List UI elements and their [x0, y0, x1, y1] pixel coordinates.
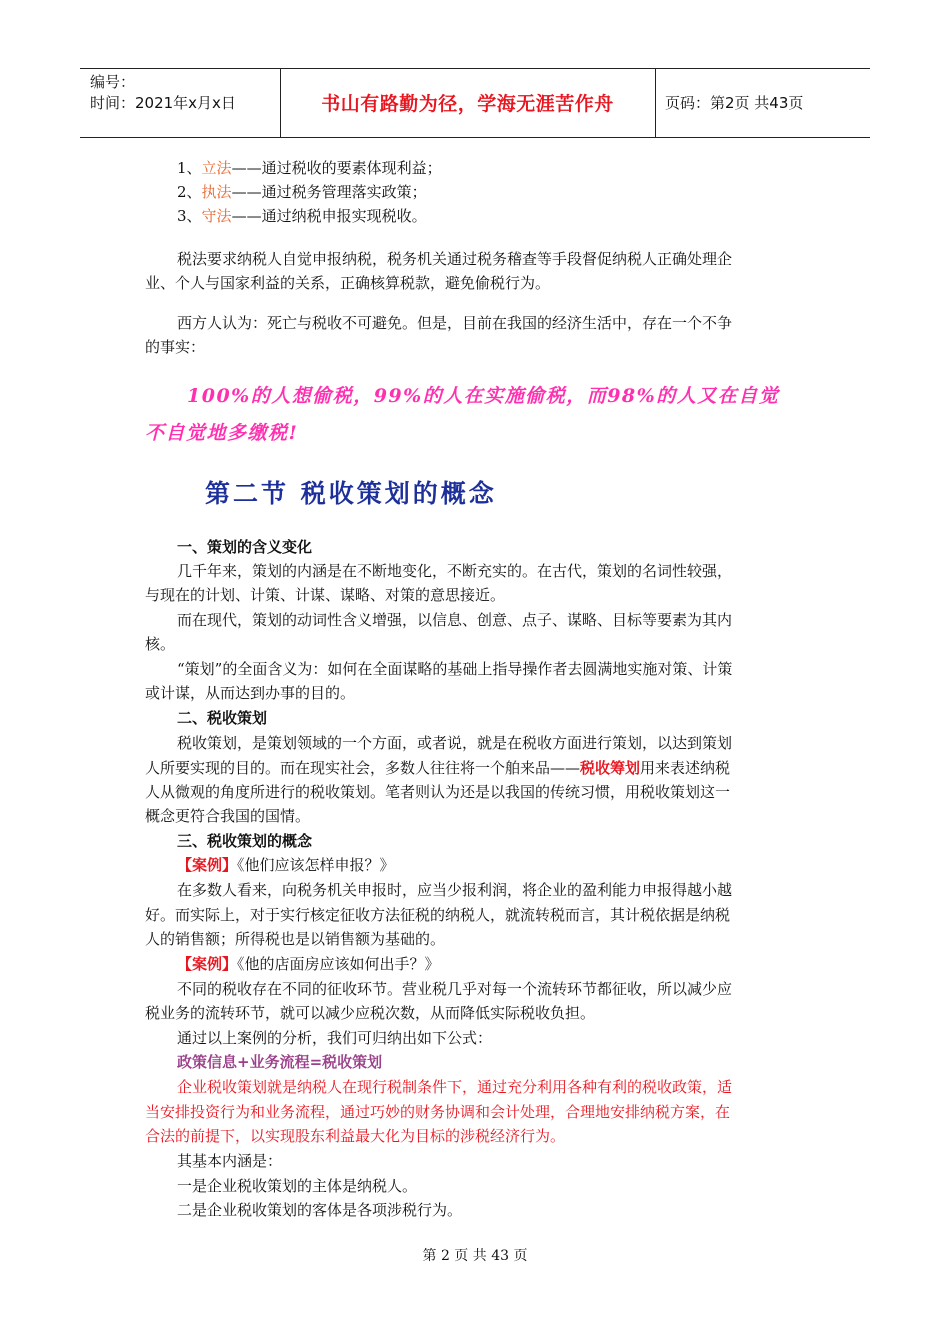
paragraph-line: 税法要求纳税人自觉申报纳税，税务机关通过税务稽查等手段督促纳税人正确处理企 [177, 250, 733, 268]
case-line: 【案例】《他的店面房应该如何出手？》 [177, 955, 440, 973]
paragraph-line: 二是企业税收策划的客体是各项涉税行为。 [177, 1201, 463, 1219]
header-page-info: 页码：第2页 共43页 [665, 94, 804, 112]
highlighted-term: 税收筹划 [580, 759, 641, 777]
paragraph-line: 人从微观的角度所进行的税收策划。笔者则认为还是以我国的传统习惯，用税收策划这一 [145, 783, 731, 801]
list-item: 2、执法——通过税务管理落实政策； [177, 183, 427, 201]
page-header [80, 68, 870, 138]
paragraph-line: 税收策划，是策划领域的一个方面，或者说，就是在税收方面进行策划，以达到策划 [177, 734, 733, 752]
heading: 二、税收策划 [177, 709, 268, 727]
paragraph-line: 与现在的计划、计策、计谋、谋略、对策的意思接近。 [145, 586, 506, 604]
case-tag: 【案例】 [177, 955, 238, 973]
paragraph-line: “策划”的全面含义为：如何在全面谋略的基础上指导操作者去圆满地实施对策、计策 [177, 660, 733, 678]
definition-line: 合法的前提下，以实现股东利益最大化为目标的涉税经济行为。 [145, 1127, 566, 1145]
paragraph-line: 人的销售额；所得税也是以销售额为基础的。 [145, 930, 446, 948]
paragraph-line: 其基本内涵是： [177, 1152, 283, 1170]
paragraph-line: 几千年来，策划的内涵是在不断地变化，不断充实的。在古代，策划的名词性较强， [177, 562, 733, 580]
paragraph-line: 或计谋，从而达到办事的目的。 [145, 684, 356, 702]
paragraph-line: 一是企业税收策划的主体是纳税人。 [177, 1177, 418, 1195]
paragraph-line: 好。而实际上，对于实行核定征收方法征税的纳税人，就流转税而言，其计税依据是纳税 [145, 906, 731, 924]
formula: 政策信息+业务流程=税收策划 [177, 1053, 383, 1071]
paragraph-line: 而在现代，策划的动词性含义增强，以信息、创意、点子、谋略、目标等要素为其内 [177, 611, 733, 629]
definition-line: 当安排投资行为和业务流程，通过巧妙的财务协调和会计处理，合理地安排纳税方案，在 [145, 1103, 731, 1121]
header-divider [655, 69, 656, 137]
section-title: 第二节 税收策划的概念 [205, 479, 497, 508]
case-tag: 【案例】 [177, 856, 238, 874]
paragraph-line: 核。 [145, 635, 176, 653]
case-line: 【案例】《他们应该怎样申报？》 [177, 856, 395, 874]
paragraph-line: 在多数人看来，向税务机关申报时，应当少报利润，将企业的盈利能力申报得越小越 [177, 881, 733, 899]
paragraph-line: 不同的税收存在不同的征收环节。营业税几乎对每一个流转环节都征收，所以减少应 [177, 980, 733, 998]
paragraph-line: 税业务的流转环节，就可以减少应税次数，从而降低实际税收负担。 [145, 1004, 596, 1022]
definition-line: 企业税收策划就是纳税人在现行税制条件下，通过充分利用各种有利的税收政策，适 [177, 1078, 733, 1096]
heading: 一、策划的含义变化 [177, 538, 313, 556]
highlight-line: 100%的人想偷税，99%的人在实施偷税，而98%的人又在自觉 [187, 385, 780, 407]
header-motto: 书山有路勤为径，学海无涯苦作舟 [321, 93, 614, 115]
list-item: 3、守法——通过纳税申报实现税收。 [177, 207, 427, 225]
paragraph-line: 通过以上案例的分析，我们可归纳出如下公式： [177, 1029, 493, 1047]
paragraph-line: 概念更符合我国的国情。 [145, 807, 311, 825]
number-label: 编号： [90, 73, 136, 91]
date-label: 时间：2021年x月x日 [90, 94, 236, 112]
paragraph-line: 的事实： [145, 338, 206, 356]
header-meta [90, 72, 236, 114]
page-footer: 第 2 页 共 43 页 [422, 1248, 528, 1264]
heading: 三、税收策划的概念 [177, 832, 313, 850]
paragraph-line: 业、个人与国家利益的关系，正确核算税款，避免偷税行为。 [145, 274, 551, 292]
paragraph-line: 西方人认为：死亡与税收不可避免。但是，目前在我国的经济生活中，存在一个不争 [177, 314, 733, 332]
highlight-line: 不自觉地多缴税! [145, 422, 299, 444]
paragraph-line: 人所要实现的目的。而在现实社会，多数人往往将一个舶来品——税收筹划用来表述纳税 [145, 759, 731, 777]
list-item: 1、立法——通过税收的要素体现利益； [177, 159, 442, 177]
